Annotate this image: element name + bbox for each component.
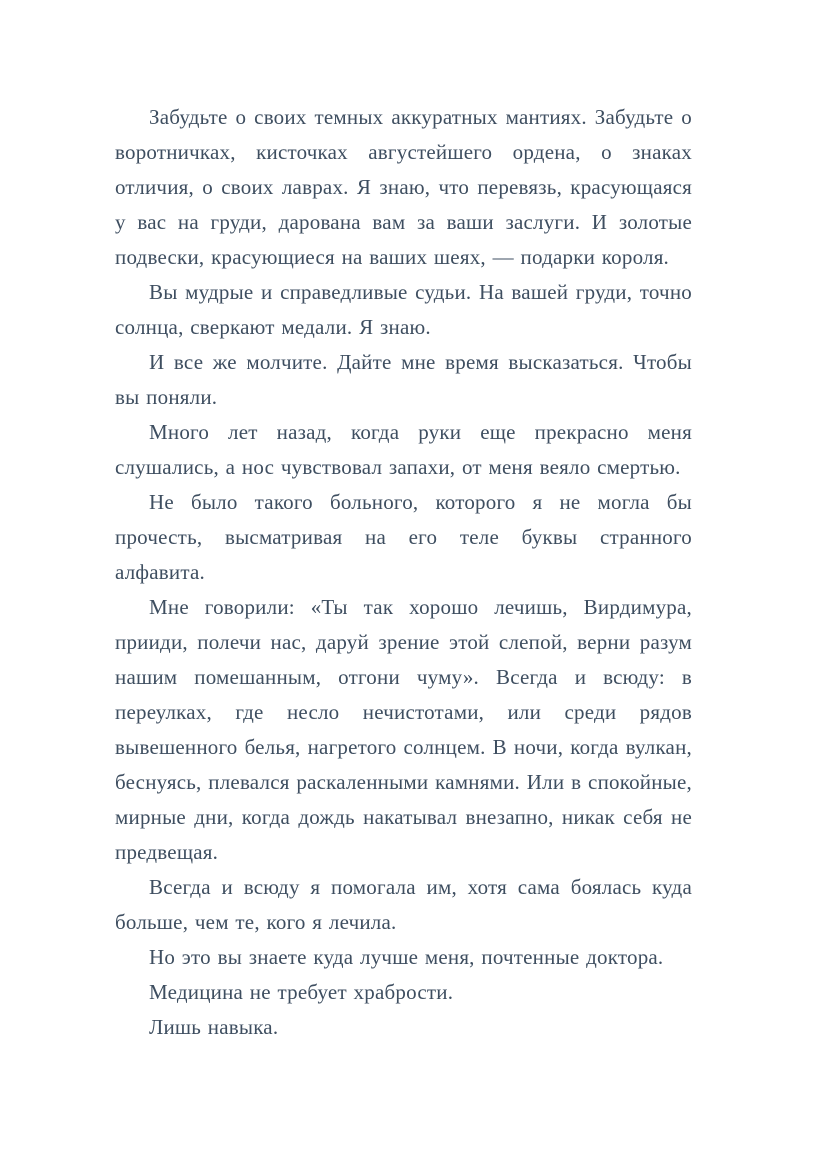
- paragraph: Лишь навыка.: [149, 1015, 279, 1039]
- paragraph: И все же молчите. Дайте мне время высказаться. Чтобы вы поняли.: [115, 350, 692, 409]
- paragraph: Всегда и всюду я помогала им, хотя сама боялась куда больше, чем те, кого я лечила.: [115, 875, 692, 934]
- paragraph: Но это вы знаете куда лучше меня, почтенные доктора.: [149, 945, 664, 969]
- paragraph: Забудьте о своих темных аккуратных мантиях. Забудьте о воротничках, кисточках августейшего ордена, о знаках отличия, о своих лаврах. Я знаю, что перевязь, красующаяся у вас на груди, дарована вам за ваши заслуги. И золотые подвески, красующиеся на ваших шеях, — подарки короля.: [115, 105, 692, 269]
- paragraph: Не было такого больного, которого я не могла бы прочесть, высматривая на его теле буквы странного алфавита.: [115, 490, 692, 584]
- paragraph: Мне говорили: «Ты так хорошо лечишь, Вирдимура, прииди, полечи нас, даруй зрение этой слепой, верни разум нашим помешанным, отгони чуму». Всегда и всюду: в переулках, где несло нечистотами, или среди рядов вывешенного белья, нагретого солнцем. В ночи, когда вулкан, беснуясь, плевался раскаленными камнями. Или в спокойные, мирные дни, когда дождь накатывал внезапно, никак себя не предвещая.: [115, 595, 692, 864]
- paragraph: Вы мудрые и справедливые судьи. На вашей груди, точно солнца, сверкают медали. Я знаю.: [115, 280, 692, 339]
- paragraph: Медицина не требует храбрости.: [149, 980, 454, 1004]
- paragraph: Много лет назад, когда руки еще прекрасно меня слушались, а нос чувствовал запахи, от меня веяло смертью.: [115, 420, 692, 479]
- page-text-block: [115, 100, 692, 1045]
